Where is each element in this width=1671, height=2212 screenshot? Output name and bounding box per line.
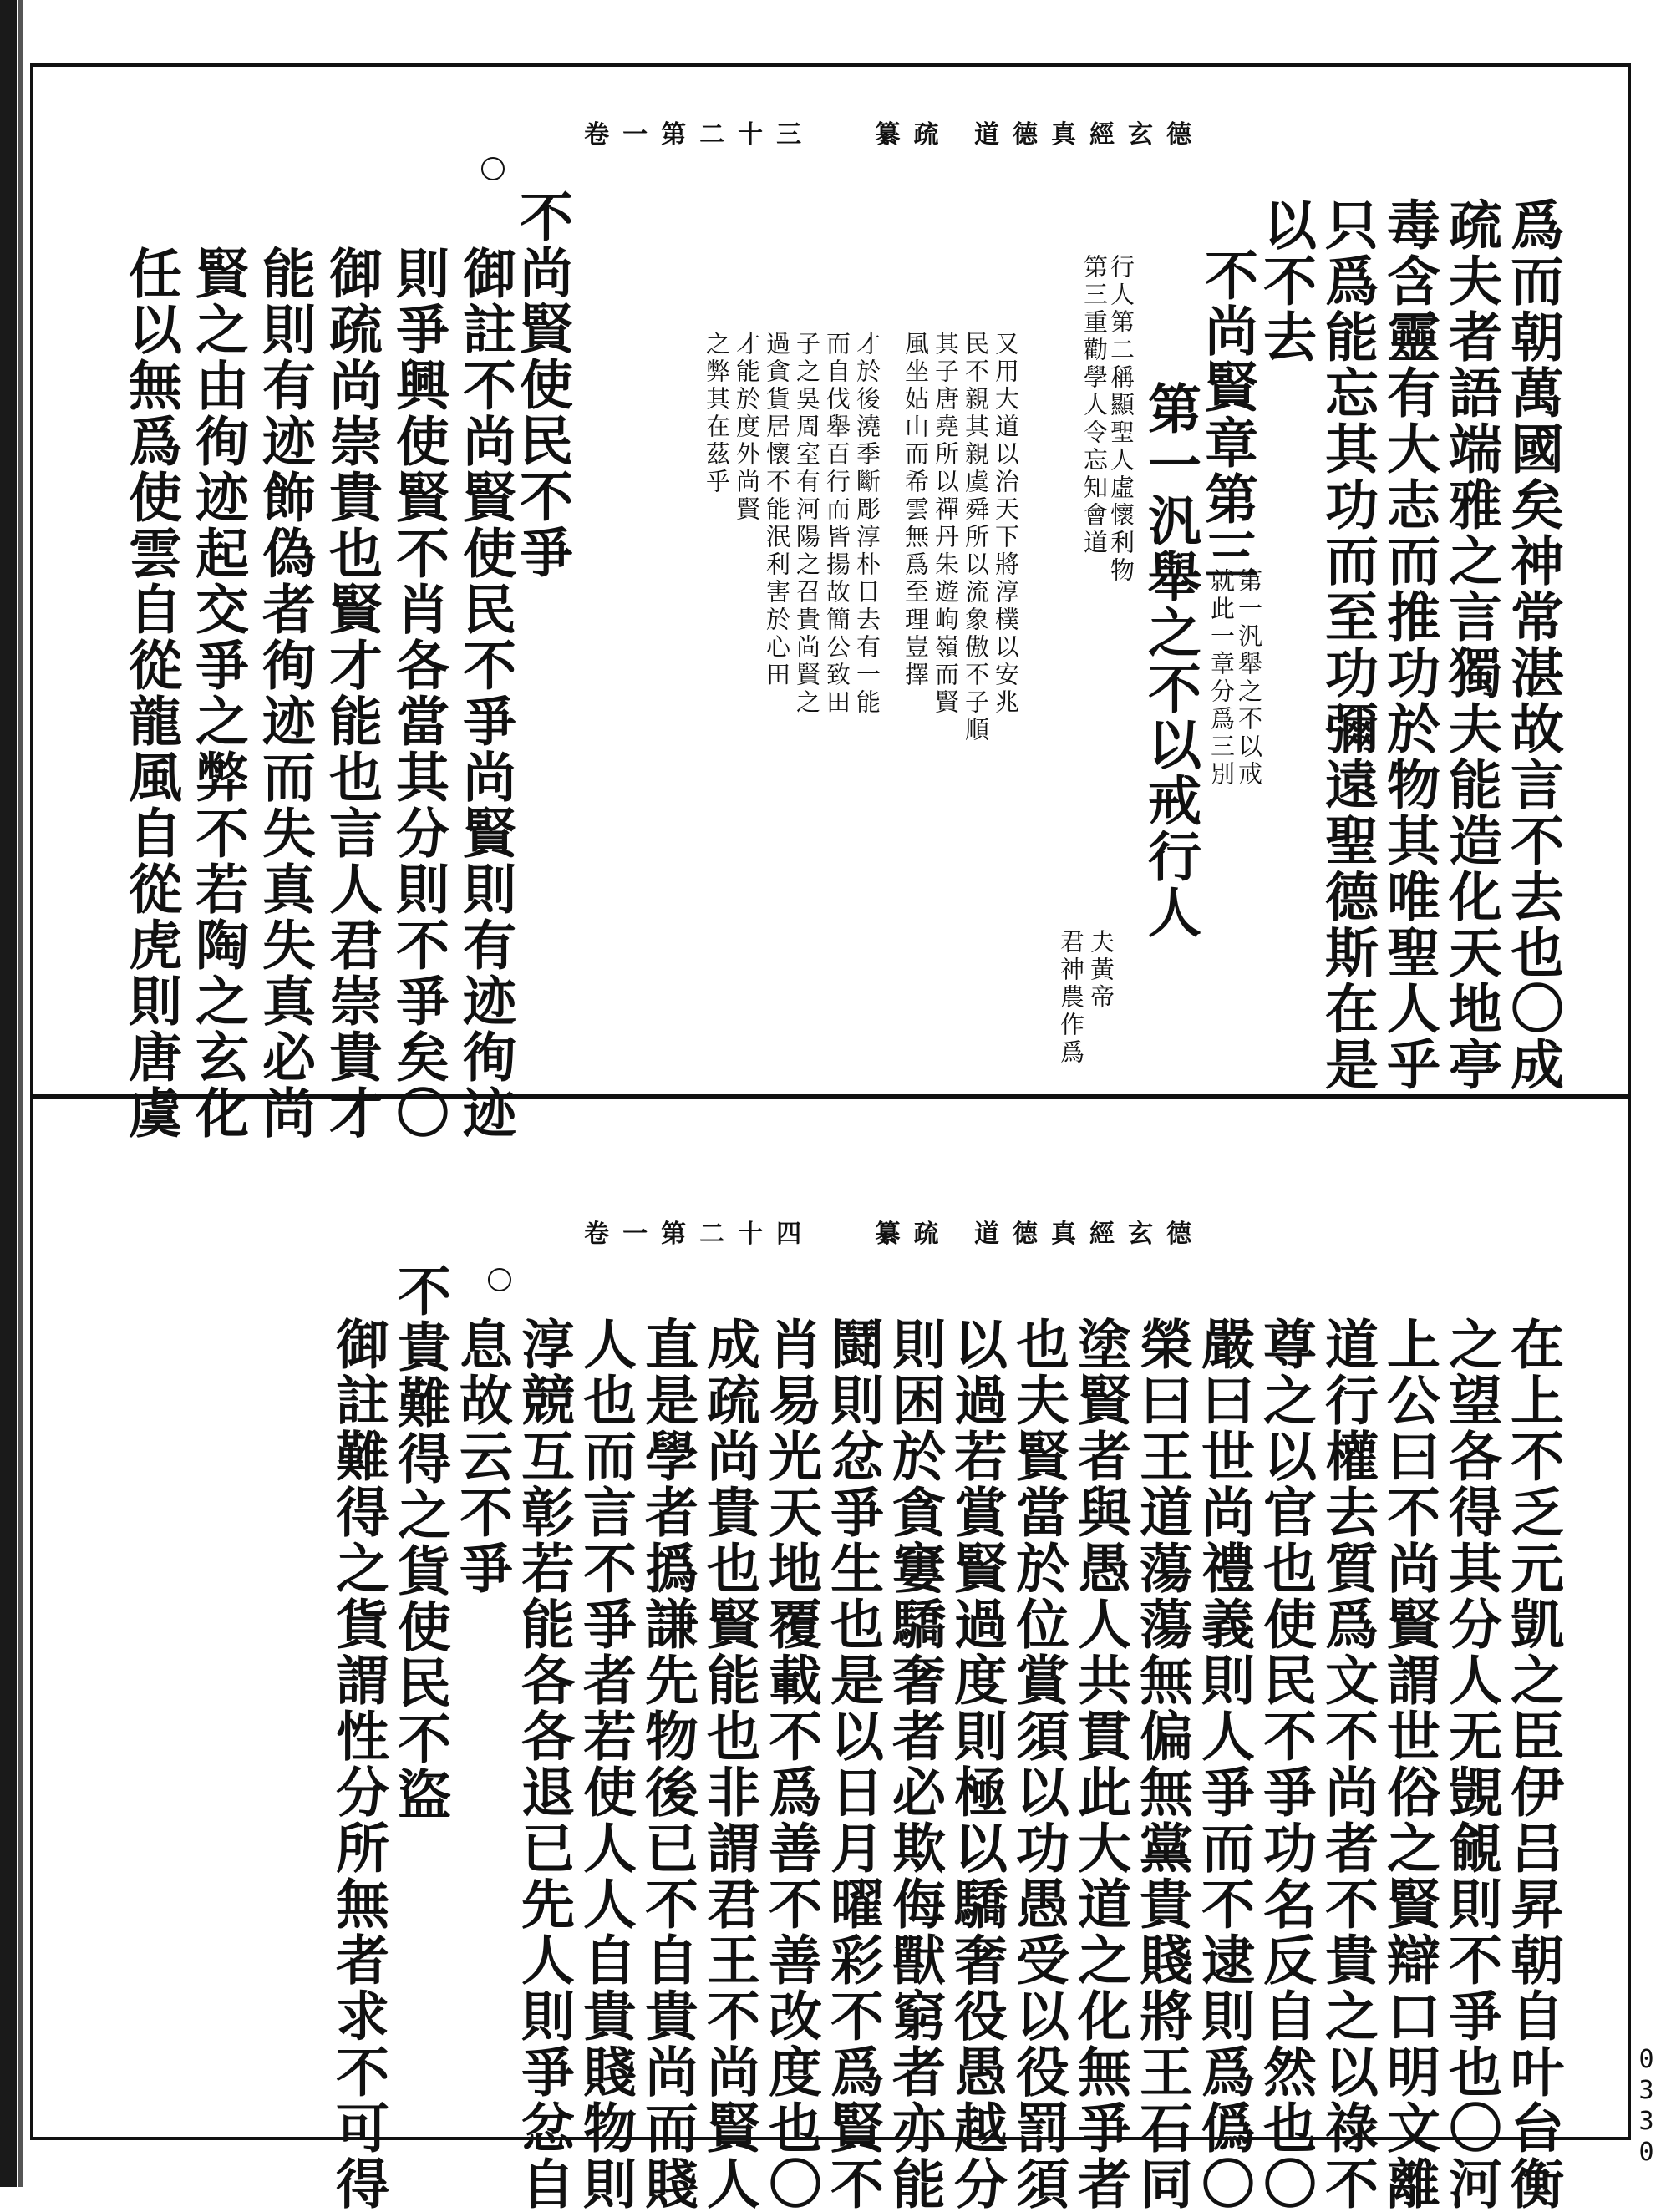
text-column: 只爲能忘其功而至功彌遠聖德斯在是 xyxy=(1316,197,1379,1093)
text-column: 成疏尚貴也賢能也非謂君王不尚賢人 xyxy=(698,1317,760,2212)
note-column: 之弊其在茲乎 xyxy=(703,331,731,496)
note-column: 而自伐舉百行而皆揚故簡公致田 xyxy=(823,331,851,717)
text-column: 則困於貪窶驕奢者必欺侮獸窮者亦能 xyxy=(883,1317,946,2212)
note-column: 子之吳周室有河陽之召貴尚賢之 xyxy=(793,331,821,717)
text-columns xyxy=(30,63,1631,1141)
note-column: 君神農作爲 xyxy=(1057,929,1085,1067)
text-column: 人也而言不爭者若使人人自貴賤物則 xyxy=(574,1317,637,2212)
note-column: 又用大道以治天下將淳樸以安兆 xyxy=(992,331,1020,717)
running-head-title: 道德真經玄德 xyxy=(974,1220,1205,1249)
bottom-page xyxy=(30,1099,1631,2212)
text-column: 之望各得其分人无覬覦則不爭也〇河 xyxy=(1440,1317,1502,2212)
text-column: 御註難得之貨謂性分所無者求不可得 xyxy=(327,1317,389,2212)
running-head-title: 道德真經玄德 xyxy=(974,120,1205,150)
text-column: 疏夫者語端雅之言獨夫能造化天地亭 xyxy=(1440,197,1502,1093)
text-column: 能則有迹飾偽者徇迹而失真失真必尚 xyxy=(253,246,316,1141)
text-column: 第一汎舉之不以戒行人 xyxy=(1139,381,1201,941)
text-column: 不貴難得之貨使民不盜 xyxy=(389,1263,451,1823)
text-column: 也夫賢當於位賞須以功愚受以役罰須 xyxy=(1007,1317,1069,2212)
text-column: 御疏尚崇貴也賢才能也言人君崇貴才 xyxy=(320,246,383,1141)
note-column: 過貪貨居懷不能泯利害於心田 xyxy=(763,331,791,689)
running-head-volume: 卷一第二十四 xyxy=(584,1220,815,1249)
note-column: 就此一章分爲三別 xyxy=(1207,568,1236,789)
text-column: 御註不尚賢使民不爭尚賢則有迹徇迹 xyxy=(454,246,516,1141)
note-column: 行人第二稱顯聖人虛懷利物 xyxy=(1107,254,1135,585)
note-column: 風坐姑山而希雲無爲至理豈擇 xyxy=(902,331,930,689)
note-column: 其子唐堯所以禪丹朱遊岣嶺而賢 xyxy=(932,331,960,717)
binding-edge-shadow xyxy=(18,0,23,2187)
text-column: 尊之以官也使民不爭功名反自然也〇 xyxy=(1254,1317,1317,2212)
text-column: 上公曰不尚賢謂世俗之賢辯口明文離 xyxy=(1378,1317,1440,2212)
note-column: 夫黃帝 xyxy=(1087,929,1115,1012)
text-column: 以不去 xyxy=(1254,197,1317,365)
running-head-volume: 卷一第二十三 xyxy=(584,120,815,150)
text-column: 則爭興使賢不肖各當其分則不爭矣〇 xyxy=(387,246,449,1141)
text-column: 毒含靈有大志而推功於物其唯聖人乎 xyxy=(1378,197,1440,1093)
chapter-title: 不尚賢章第三 xyxy=(1196,247,1258,583)
text-column: 肖易光天地覆載不爲善不善改度也〇 xyxy=(759,1317,822,2212)
text-column: 息故云不爭 xyxy=(450,1317,513,1596)
text-column: 在上不乏元凱之臣伊吕昇朝自叶台衡 xyxy=(1501,1317,1564,2212)
note-column: 民不親其親虞舜所以流象傲不子順 xyxy=(962,331,990,744)
text-column: 任以無爲使雲自從龍風自從虎則唐虞 xyxy=(119,246,182,1141)
text-column: 道行權去質爲文不尚者不貴之以祿不 xyxy=(1316,1317,1379,2212)
binding-edge xyxy=(0,0,17,2187)
note-column: 第三重勸學人令忘知會道 xyxy=(1080,254,1109,557)
running-head-sub: 纂疏 xyxy=(875,1220,952,1249)
text-column: 嚴曰世尚禮義則人爭而不逮則爲僞〇 xyxy=(1192,1317,1255,2212)
top-page xyxy=(30,63,1631,1141)
text-columns xyxy=(30,1099,1631,2212)
text-column: 以過若賞賢過度則極以驕奢役愚越分 xyxy=(945,1317,1008,2212)
text-column: 榮曰王道蕩蕩無偏無黨貴賤將王石同 xyxy=(1130,1317,1193,2212)
note-column: 才能於度外尚賢 xyxy=(733,331,761,524)
text-column: 淳競互彰若能各各退已先人則爭忿自 xyxy=(512,1317,575,2212)
text-column: 塗賢者與愚人共貫此大道之化無爭者 xyxy=(1069,1317,1131,2212)
note-column: 第一汎舉之不以戒 xyxy=(1235,568,1263,789)
text-column: 鬪則忿爭生也是以日月曜彩不爲賢不 xyxy=(821,1317,884,2212)
text-column: 賢之由徇迹起交爭之弊不若陶之玄化 xyxy=(186,246,249,1141)
text-column: 直是學者撝謙先物後已不自貴尚而賤 xyxy=(636,1317,698,2212)
text-column: 爲而朝萬國矣神常湛故言不去也〇成 xyxy=(1501,197,1564,1093)
running-head-sub: 纂疏 xyxy=(875,120,952,150)
page-number: 0330 xyxy=(1632,2045,1661,2169)
note-column: 才於後澆季斷彫淳朴日去有一能 xyxy=(853,331,881,717)
text-column: 不尚賢使民不爭 xyxy=(510,189,573,581)
